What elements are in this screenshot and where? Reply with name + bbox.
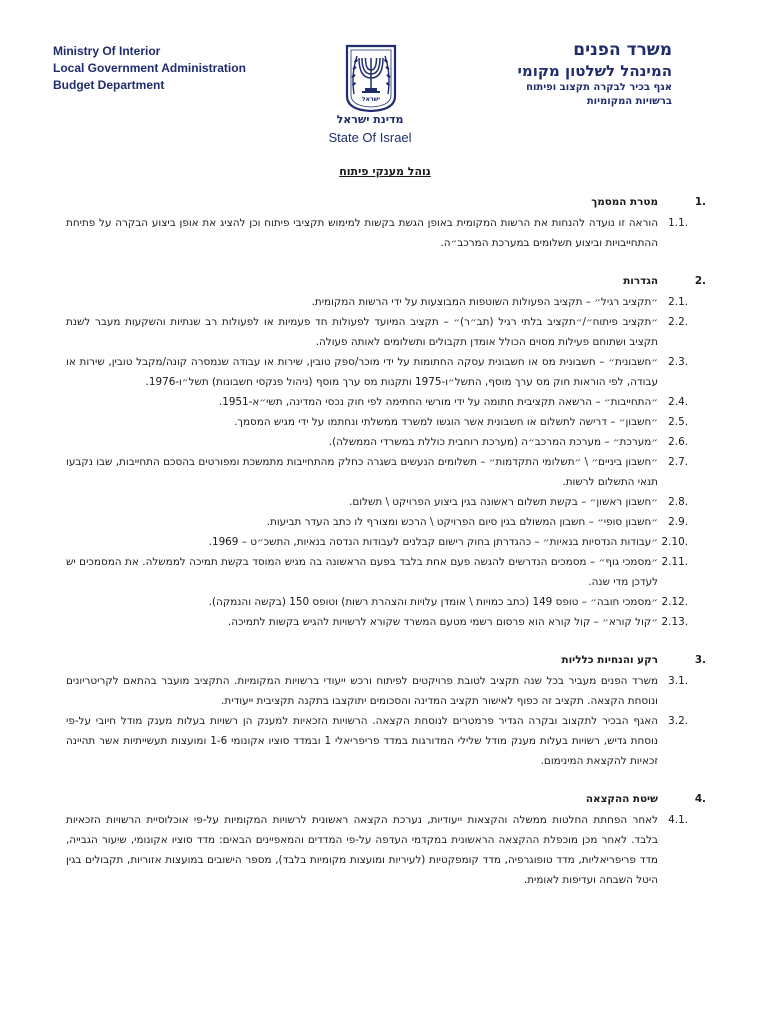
list-item — [66, 810, 706, 890]
item-text: הוראה זו נועדה להנחות את הרשות המקומית באופן הגשת בקשות למימוש תקציבי פיתוח וכן להציג את אופן ביצוע הבקרה על פתיחת ההתחייבויות וביצוע תשלומים במערכת המרכב״ה. — [66, 217, 658, 249]
section-number: .4 — [694, 793, 706, 805]
ministry-name-he: משרד הפנים — [573, 40, 672, 60]
department-name-en: Budget Department — [53, 78, 165, 92]
item-number: .2.5 — [668, 416, 688, 428]
item-text: ״מערכת״ – מערכת המרכב״ה (מערכת רוחבית כוללת במשרדי הממשלה). — [328, 436, 658, 448]
section-number: .1 — [694, 196, 706, 208]
header-hebrew-block — [432, 40, 672, 109]
item-number: .2.6 — [668, 436, 688, 448]
list-item — [66, 412, 706, 432]
item-number: .2.12 — [661, 596, 688, 608]
section-heading — [66, 650, 706, 671]
section-number: .2 — [694, 275, 706, 287]
section-title: מטרת המסמך — [591, 196, 658, 208]
list-item — [66, 213, 706, 253]
list-item — [66, 292, 706, 312]
item-number: .1.1 — [668, 217, 688, 229]
item-number: .2.3 — [668, 356, 688, 368]
list-item — [66, 512, 706, 532]
item-number: .3.2 — [668, 715, 688, 727]
item-text: ״חשבון ראשון״ – בקשת תשלום ראשונה בגין ביצוע הפרויקט \ תשלום. — [349, 496, 658, 508]
section-heading — [66, 271, 706, 292]
item-text: האגף הבכיר לתקצוב ובקרה הגדיר פרמטרים לנוסחת הקצאה. הרשויות הזכאיות למענק הן רשויות בעלות מענק מודל חיובי על-פי נוסחת גדיש, רשויות בעלות מענק מודל שלילי המדורגות במדד פריפריאלי 1 ובמדד סוציו אקונומי 1-6 ומועצות תעשייתיות אשר תהיינה זכאיות להקצאת המינימום. — [66, 715, 658, 767]
item-number: .2.7 — [668, 456, 688, 468]
item-number: .4.1 — [668, 814, 688, 826]
department-name-he-line1: אגף בכיר לבקרה תקצוב ופיתוח — [526, 82, 672, 93]
emblem-caption: ישראל — [362, 96, 380, 103]
item-number: .2.9 — [668, 516, 688, 528]
list-item — [66, 552, 706, 592]
list-item — [66, 312, 706, 352]
section-title: שיטת ההקצאה — [585, 793, 658, 805]
item-number: .2.10 — [661, 536, 688, 548]
item-text: ״חשבונית״ – חשבונית מס או חשבונית עסקה החתומות על ידי מוכר/ספק טובין, שירות או עבודה שנמסרה קונה/מקבל טובין, שירות או עבודה, לפי הוראות חוק מס ערך מוסף, התשל״ו-1975 ותקנות מס ערך מוסף (ניהול פנקסי חשבונות) תשל״ו-1976. — [66, 356, 658, 388]
list-item — [66, 392, 706, 412]
document-title: נוהל מענקי פיתוח — [339, 165, 431, 178]
state-name-he: מדינת ישראל — [336, 113, 404, 126]
item-text: משרד הפנים מעביר בכל שנה תקציב לטובת פרויקטים לפיתוח ורכש ייעודי ברשויות המקומיות. התקציב מועבר בהתאם לקריטריונים ונוסחת הקצאה. תקציב זה כפוף לאישור תקציב המדינה והסכומים יתוקצבו בתקנה תקציבית ייעודית. — [66, 675, 658, 707]
section-heading — [66, 789, 706, 810]
item-text: ״חשבון סופי״ – חשבון המשולם בגין סיום הפרויקט \ הרכש ומצורף לו כתב העדר תביעות. — [266, 516, 658, 528]
item-text: ״מסמכי חובה״ – טופס 149 (כתב כמויות \ אומדן עלויות והצהרת רשות) וטופס 150 (בקשה והנמקה). — [208, 596, 658, 608]
list-item — [66, 711, 706, 771]
item-number: .2.11 — [661, 556, 688, 568]
item-text: ״חשבון״ – דרישה לתשלום או חשבונית אשר הוגשו למשרד ממשלתי ונחתמו על ידי מגיש המסמך. — [234, 416, 658, 428]
section-title: רקע והנחיות כלליות — [561, 654, 658, 666]
administration-name-he: המינהל לשלטון מקומי — [517, 62, 672, 80]
item-number: .2.13 — [661, 616, 688, 628]
list-item — [66, 671, 706, 711]
item-number: .2.8 — [668, 496, 688, 508]
section-title: הגדרות — [623, 275, 658, 287]
list-item — [66, 612, 706, 632]
item-text: ״קול קורא״ – קול קורא הוא פרסום רשמי מטעם המשרד שקורא לרשויות להגיש בקשות לתמיכה. — [227, 616, 658, 628]
item-text: ״מסמכי גוף״ – מסמכים הנדרשים להגשה פעם אחת בלבד בפעם הראשונה בה מגיש המוסד בקשת תמיכה לממשלה. את המסמכים יש לעדכן מדי שנה. — [66, 556, 658, 588]
item-number: .2.4 — [668, 396, 688, 408]
list-item — [66, 592, 706, 612]
state-name-en: State Of Israel — [328, 130, 412, 145]
item-number: .2.1 — [668, 296, 688, 308]
item-text: ״התחייבות״ – הרשאה תקציבית חתומה על ידי מורשי החתימה לפי חוק נכסי המדינה, תשי״א-1951. — [218, 396, 658, 408]
administration-name-en: Local Government Administration — [53, 61, 246, 75]
list-item — [66, 352, 706, 392]
ministry-name-en: Ministry Of Interior — [53, 44, 161, 58]
section-number: .3 — [694, 654, 706, 666]
list-item — [66, 452, 706, 492]
item-text: ״חשבון ביניים״ \ ״תשלומי התקדמות״ – תשלומים הנעשים בשגרה כחלק מהתחייבות מתמשכת ומפורטים בהסכם התחייבות, שבו נקבעו תנאי התשלום לרשות. — [66, 456, 658, 488]
item-text: לאחר הפחתת החלטות ממשלה והקצאות ייעודיות, נערכת הקצאה ראשונית לרשויות המקומיות על-פי אוכלוסיית הרשויות הזכאיות בלבד. לאחר מכן מוכפלת ההקצאה הראשונית במקדמי העדפה על-פי המדדים והמאפיינים הבאים: מדד סוציו אקונומי, שיעור הגבייה, מדד פריפריאליות, מדד טופוגרפיה, מדד קומפקטיות (לעיריות ומועצות מקומיות בלבד), מספר הישובים במועצות אזוריות, תקבולים בגין היטל השבחה ועדיפות לאומית. — [66, 814, 658, 886]
item-text: ״תקציב פיתוח״/״תקציב בלתי רגיל (תב״ר)״ – תקציב המיועד לפעולות חד פעמיות או לפעולות רב שנתיות והשקעות מעבר לשנת תקציב ושתוחם פעילות מסוים הכולל אומדן תקבולים ותשלומים לאותה פעולה. — [66, 316, 658, 348]
section-heading — [66, 192, 706, 213]
item-number: .3.1 — [668, 675, 688, 687]
item-number: .2.2 — [668, 316, 688, 328]
list-item — [66, 432, 706, 452]
document-body — [66, 192, 706, 890]
list-item — [66, 492, 706, 512]
header-english-block — [53, 43, 283, 94]
state-emblem-icon — [343, 44, 399, 112]
item-text: ״תקציב רגיל״ – תקציב הפעולות השוטפות המבוצעות על ידי הרשות המקומית. — [311, 296, 658, 308]
item-text: ״עבודות הנדסיות בנאיות״ – כהגדרתן בחוק רישום קבלנים לעבודות הנדסה בנאיות, התשכ״ט – 1969. — [208, 536, 658, 548]
department-name-he-line2: ברשויות המקומיות — [586, 96, 672, 107]
list-item — [66, 532, 706, 552]
